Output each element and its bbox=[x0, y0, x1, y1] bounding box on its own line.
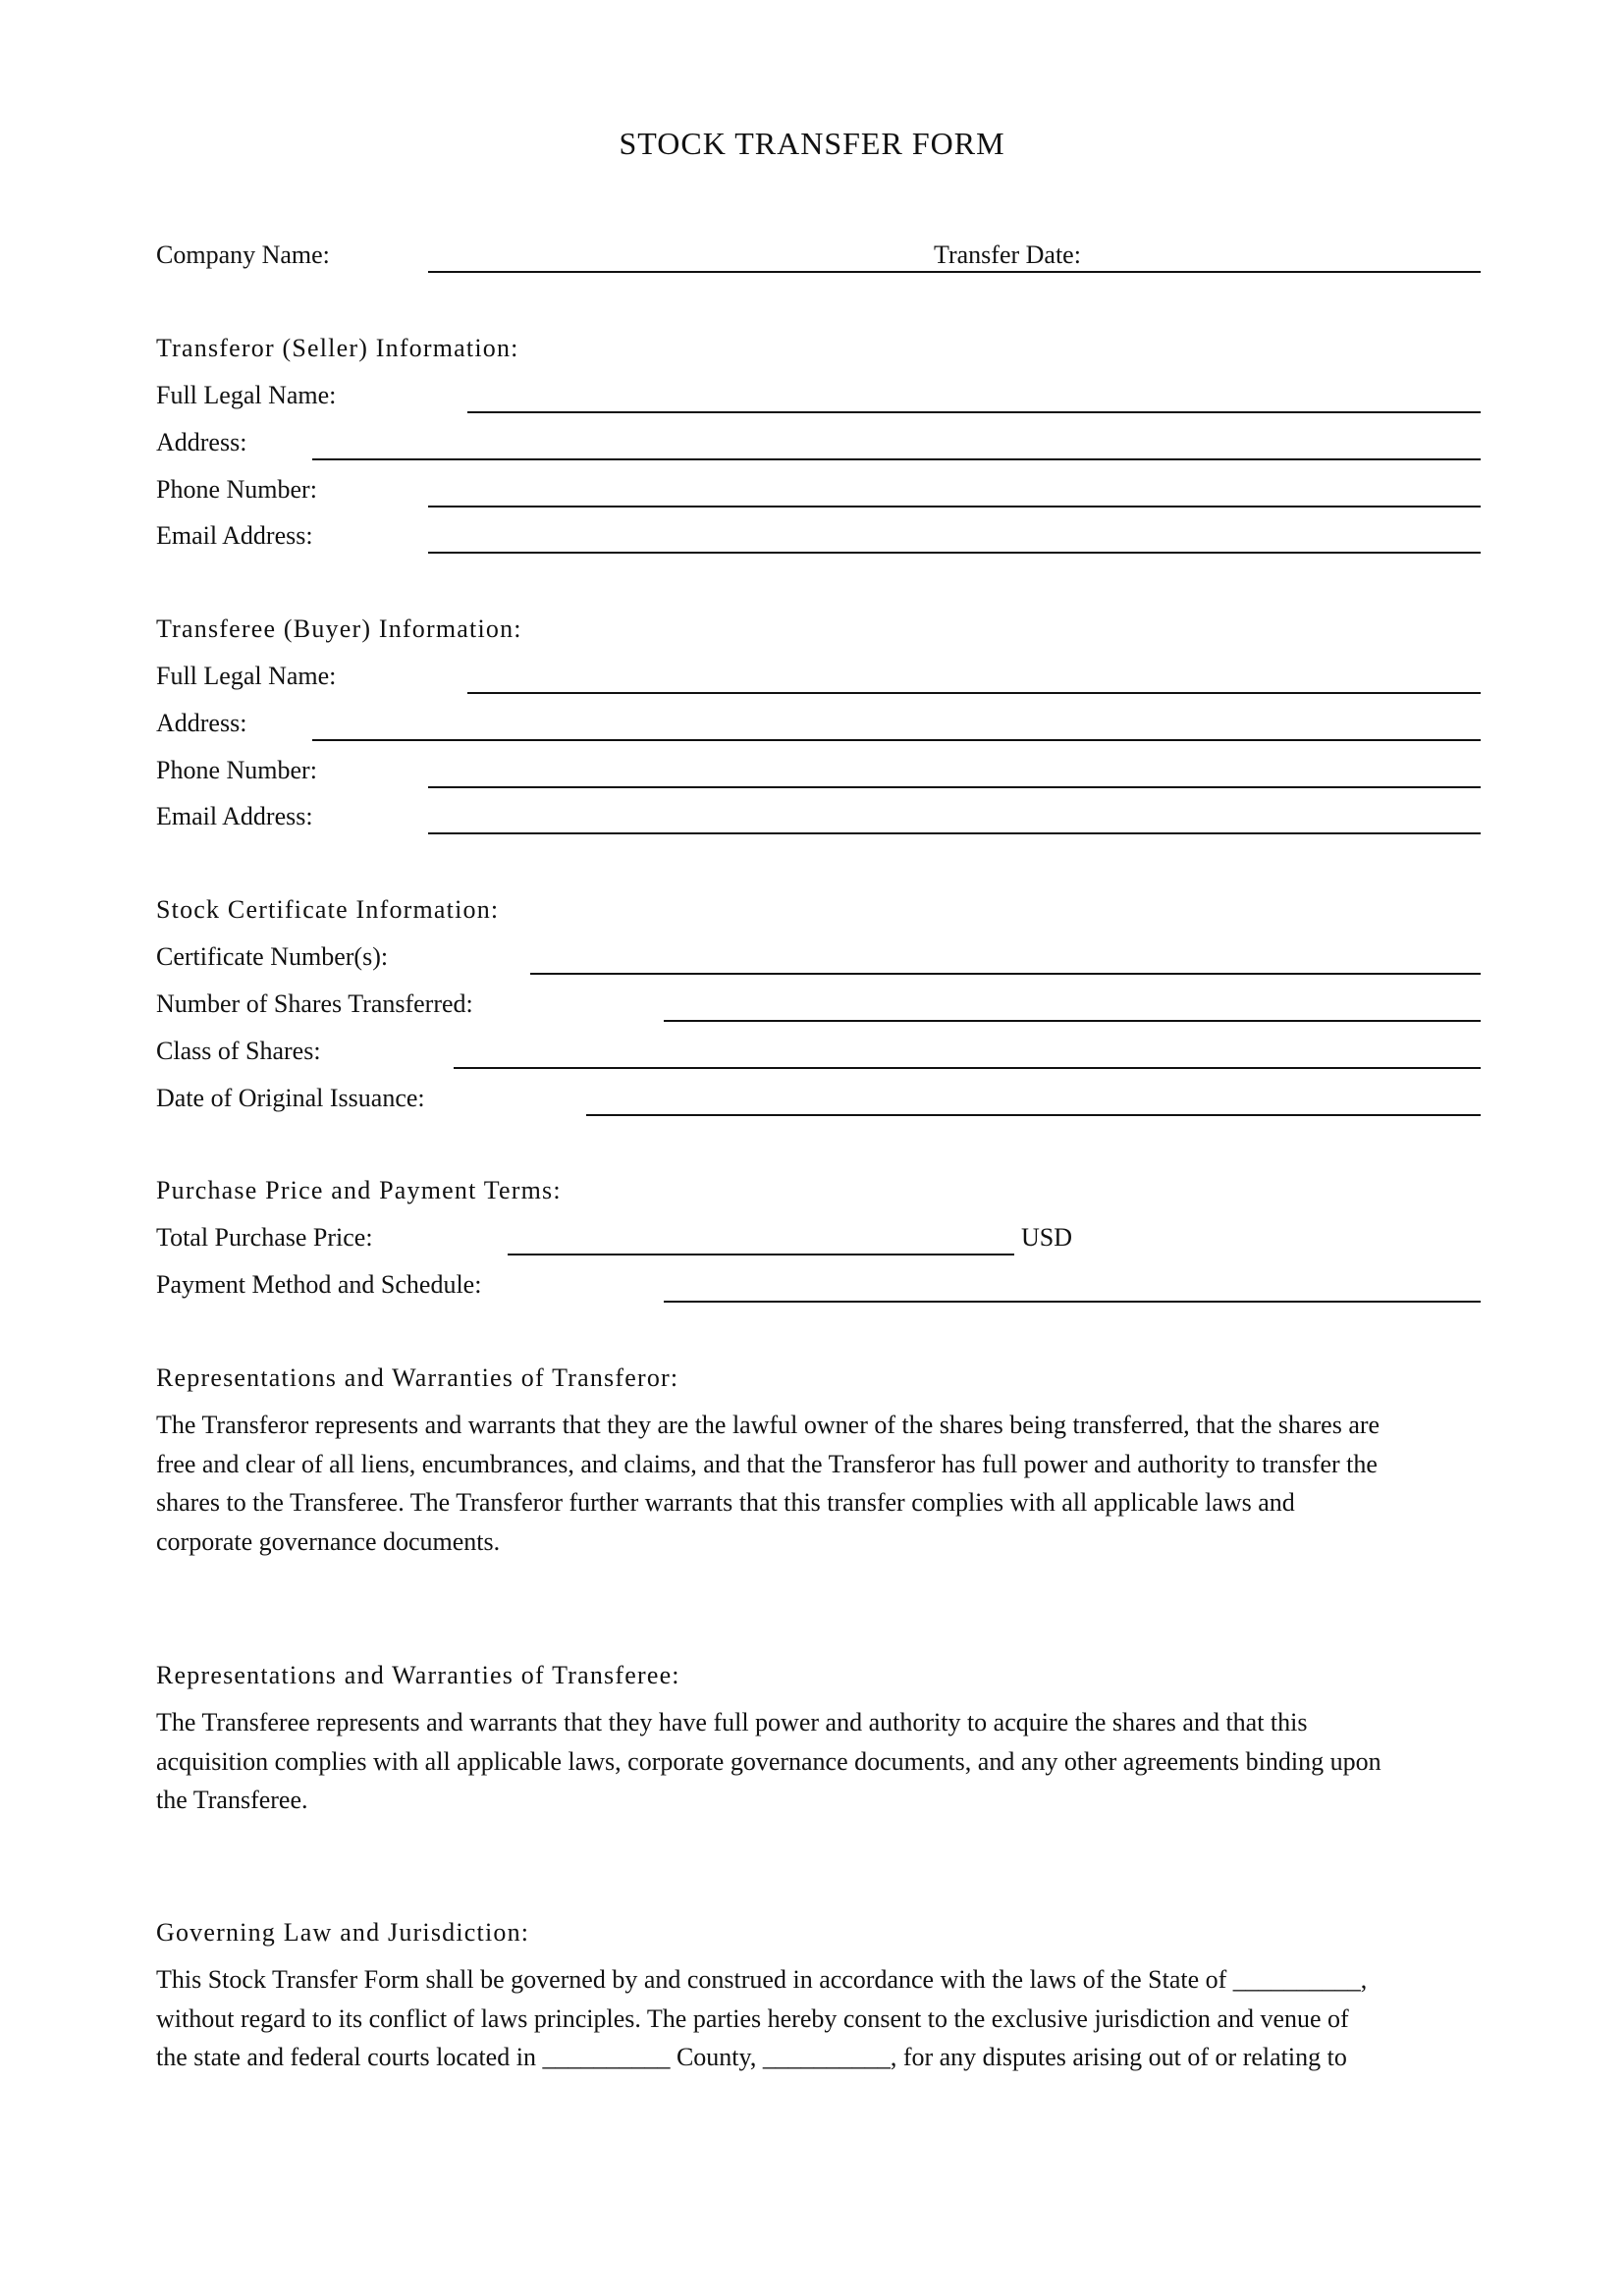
certificate-numbers-label: Certificate Number(s): bbox=[156, 942, 389, 971]
governing-law-paragraph bbox=[156, 1960, 1491, 2077]
transferee-heading: Transferee (Buyer) Information: bbox=[156, 614, 522, 643]
paragraph-line: acquisition complies with all applicable laws, corporate governance documents, and any other agreements binding upon bbox=[156, 1746, 1381, 1776]
paragraph-line: This Stock Transfer Form shall be governed by and construed in accordance with the laws of the State of __________, bbox=[156, 1965, 1368, 1994]
purchase-heading: Purchase Price and Payment Terms: bbox=[156, 1176, 562, 1204]
payment-method-field[interactable] bbox=[664, 1301, 1481, 1303]
company-name-label: Company Name: bbox=[156, 240, 330, 269]
shares-transferred-field[interactable] bbox=[664, 1020, 1481, 1022]
transferee-phone-label: Phone Number: bbox=[156, 756, 317, 784]
transferor-address-label: Address: bbox=[156, 428, 247, 456]
original-issuance-field[interactable] bbox=[586, 1114, 1481, 1116]
transferor-address-field[interactable] bbox=[312, 458, 1481, 460]
company-name-field[interactable] bbox=[428, 271, 1481, 273]
transferee-address-field[interactable] bbox=[312, 739, 1481, 741]
transferee-warranties-heading: Representations and Warranties of Transferee: bbox=[156, 1661, 680, 1689]
paragraph-line: the state and federal courts located in __________ County, __________, for any disputes arising out of or relating to bbox=[156, 2043, 1347, 2071]
transferor-email-field[interactable] bbox=[428, 552, 1481, 554]
transferor-heading: Transferor (Seller) Information: bbox=[156, 334, 519, 362]
original-issuance-label: Date of Original Issuance: bbox=[156, 1084, 425, 1112]
transferee-email-field[interactable] bbox=[428, 832, 1481, 834]
paragraph-line: The Transferor represents and warrants that they are the lawful owner of the shares being transferred, that the shares are bbox=[156, 1411, 1380, 1439]
paragraph-line: The Transferee represents and warrants that they have full power and authority to acquire the shares and that this bbox=[156, 1708, 1308, 1736]
paragraph-line: the Transferee. bbox=[156, 1786, 308, 1814]
transferor-email-label: Email Address: bbox=[156, 521, 313, 550]
transferee-phone-field[interactable] bbox=[428, 786, 1481, 788]
transferor-phone-label: Phone Number: bbox=[156, 475, 317, 504]
class-of-shares-field[interactable] bbox=[454, 1067, 1481, 1069]
paragraph-line: without regard to its conflict of laws principles. The parties hereby consent to the exclusive jurisdiction and venue of bbox=[156, 2003, 1349, 2033]
governing-law-heading: Governing Law and Jurisdiction: bbox=[156, 1918, 530, 1947]
paragraph-line: shares to the Transferee. The Transferor further warrants that this transfer complies with all applicable laws and bbox=[156, 1488, 1295, 1517]
total-purchase-price-label: Total Purchase Price: bbox=[156, 1223, 373, 1252]
paragraph-line: corporate governance documents. bbox=[156, 1526, 501, 1556]
document-title: STOCK TRANSFER FORM bbox=[619, 126, 1005, 161]
transferee-full-name-field[interactable] bbox=[467, 692, 1481, 694]
class-of-shares-label: Class of Shares: bbox=[156, 1037, 321, 1065]
transferee-full-name-label: Full Legal Name: bbox=[156, 662, 337, 690]
transferor-warranties-paragraph bbox=[156, 1406, 1491, 1561]
transferee-warranties-paragraph bbox=[156, 1703, 1491, 1820]
transferor-phone-field[interactable] bbox=[428, 506, 1481, 507]
shares-transferred-label: Number of Shares Transferred: bbox=[156, 989, 473, 1018]
payment-method-label: Payment Method and Schedule: bbox=[156, 1270, 482, 1299]
transferee-address-label: Address: bbox=[156, 709, 247, 737]
currency-label: USD bbox=[1021, 1223, 1073, 1252]
transfer-date-label: Transfer Date: bbox=[934, 240, 1081, 269]
transferor-warranties-heading: Representations and Warranties of Transferor: bbox=[156, 1363, 679, 1392]
transferee-email-label: Email Address: bbox=[156, 802, 313, 830]
paragraph-line: free and clear of all liens, encumbrances, and claims, and that the Transferor has full power and authority to transfer the bbox=[156, 1449, 1378, 1478]
transferor-full-name-field[interactable] bbox=[467, 411, 1481, 413]
transferor-full-name-label: Full Legal Name: bbox=[156, 381, 337, 409]
total-purchase-price-field[interactable] bbox=[508, 1254, 1014, 1255]
certificate-heading: Stock Certificate Information: bbox=[156, 895, 500, 924]
certificate-numbers-field[interactable] bbox=[530, 973, 1481, 975]
